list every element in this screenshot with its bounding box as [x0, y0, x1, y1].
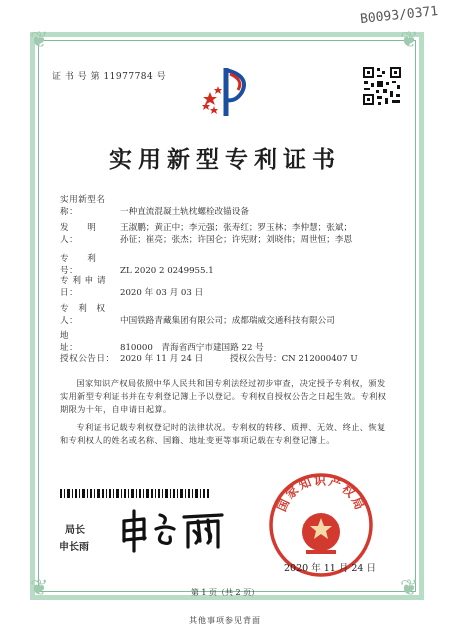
inventors-label: 发 明 人： — [60, 223, 115, 245]
address-value: 810000 青海省西宁市建国路 22 号 — [120, 343, 264, 353]
director-name: 申长雨 — [59, 542, 89, 553]
grant-number-value: CN 212000407 U — [281, 354, 358, 364]
filing-date-value: 2020 年 03 月 03 日 — [120, 288, 204, 298]
certificate-number: 证 书 号 第 11977784 号 — [52, 72, 167, 82]
qr-code-icon — [362, 66, 402, 106]
cnipa-logo-icon — [196, 62, 256, 122]
page-number: 第 1 页（共 2 页） — [190, 588, 260, 597]
seal-text: 国家知识产权局 — [274, 473, 368, 514]
filing-date-label: 专 利 申 请 日： — [60, 276, 107, 298]
footer-note: 其他事项参见背面 — [189, 616, 261, 625]
patent-number-value: ZL 2020 2 0249955.1 — [120, 266, 214, 276]
inventors-value: 王淑鹏；黄正中；李元强；张寿红；罗玉林；李仲慧；张斌；孙征；崔亮；张杰；许国仑；许宪财；刘晓伟；周世恒；李恩 — [120, 223, 353, 245]
certificate-title: 实用新型专利证书 — [109, 147, 341, 173]
director-signature — [118, 507, 228, 553]
address-label: 地 址： — [60, 331, 106, 353]
patent-number-label: 专 利 号： — [60, 254, 115, 276]
corner-ornament-icon: ❦ — [30, 28, 49, 53]
utility-model-name-label: 实用新型名称： — [60, 195, 106, 217]
status-statement-paragraph: 专利证书记载专利权登记时的法律状况。专利权的转移、质押、无效、终止、恢复和专利权人的姓名或名称、国籍、地址变更等事项记载在专利登记簿上。 — [60, 422, 386, 445]
director-title: 局长 — [65, 525, 85, 536]
corner-ornament-icon: ❦ — [30, 576, 49, 601]
inventors-row — [60, 222, 120, 246]
filing-date-row — [60, 275, 203, 299]
utility-model-name-value: 一种直流混凝土轨枕螺栓改锚设备 — [120, 207, 249, 217]
corner-ornament-icon: ❦ — [400, 576, 419, 601]
patent-number-row — [60, 253, 214, 277]
barcode-icon — [60, 489, 210, 498]
grant-date-label: 授权公告日： — [60, 354, 115, 364]
patentee-value: 中国铁路青藏集团有限公司；成都瑞威交通科技有限公司 — [120, 316, 335, 326]
patentee-row — [60, 303, 335, 327]
utility-model-name-row — [60, 194, 249, 218]
grant-number-label: 授权公告号： — [230, 354, 282, 364]
handwritten-note: B0093/0371 — [359, 3, 439, 28]
seal-date: 2020 年 11 月 24 日 — [284, 563, 376, 574]
grant-row — [60, 353, 358, 365]
corner-ornament-icon: ❦ — [400, 28, 419, 53]
legal-statement-paragraph: 国家知识产权局依照中华人民共和国专利法经过初步审查，决定授予专利权，颁发实用新型专利证书并在专利登记簿上予以登记。专利权自授权公告之日起生效。专利权期限为十年，自申请日起算。 — [60, 378, 387, 414]
grant-date-value: 2020 年 11 月 24 日 — [120, 354, 204, 364]
address-row — [60, 330, 264, 354]
patentee-label: 专 利 权 人： — [60, 304, 115, 326]
